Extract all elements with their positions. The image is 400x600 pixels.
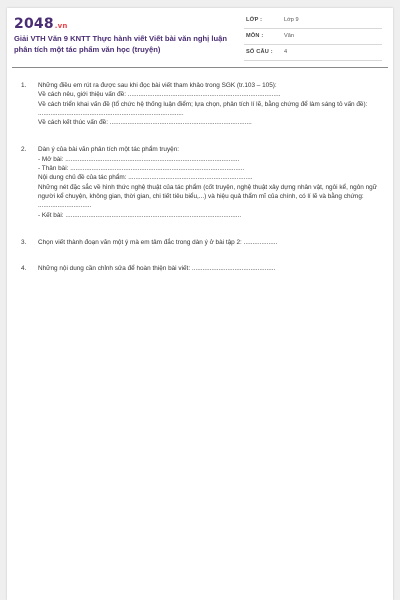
site-logo[interactable]	[14, 17, 68, 33]
question-number: 4.	[21, 265, 27, 273]
logo-suffix: .vn	[54, 22, 68, 30]
answer-line: Về cách kết thúc vấn đề: ................................................................................	[38, 119, 252, 127]
meta-key: MÔN :	[246, 33, 264, 39]
answer-line: Về cách nêu, giới thiệu vấn đề: ......................................................................................	[38, 91, 281, 99]
question-text: Chọn viết thành đoạn văn một ý mà em tâm đắc trong dàn ý ở bài tập 2: ...................	[38, 238, 278, 246]
question-4	[13, 264, 377, 273]
answer-line: Nội dung chủ đề của tác phẩm: ......................................................................	[38, 174, 253, 182]
answer-line: - Thân bài: ..................................................................................................	[38, 165, 245, 173]
logo-text: 2048	[14, 16, 54, 32]
question-text: Dàn ý của bài văn phân tích một tác phẩm truyện:	[38, 146, 180, 154]
answer-line: Những nét đặc sắc về hình thức nghệ thuật của tác phẩm (cốt truyện, nghệ thuật xây dựng nhân vật, ngôi kể, ngôn ngữ người kể chuyện, không gian, thời gian, chi tiết tiêu biểu,...) và hiệu quả thẩm mĩ của chính, có lí lẽ và bằng chứng: ..............................	[38, 183, 377, 210]
question-3	[13, 238, 377, 247]
question-number: 2.	[21, 146, 27, 154]
question-number: 1.	[21, 82, 27, 89]
worksheet-title: Giải VTH Văn 9 KNTT Thực hành viết Viết bài văn nghị luận phân tích một tác phẩm văn học (truyện)	[14, 34, 227, 54]
meta-key: LỚP :	[246, 17, 263, 23]
meta-key: SỐ CÂU :	[246, 49, 273, 55]
meta-row-subject	[244, 29, 382, 45]
question-number: 3.	[21, 238, 27, 246]
question-2	[13, 145, 377, 219]
meta-row-class	[244, 13, 382, 29]
meta-value: Lớp 9	[284, 17, 299, 23]
header-divider	[12, 67, 388, 68]
meta-value: Văn	[284, 33, 294, 39]
worksheet-meta	[244, 13, 382, 61]
answer-line: - Kết bài: ...................................................................................................	[38, 211, 242, 219]
meta-value: 4	[284, 49, 288, 55]
answer-line: Về cách triển khai vấn đề (tổ chức hệ thống luận điểm; lựa chọn, phân tích lí lẽ, bằng chứng để làm sáng tỏ vấn đề): ..................................................................................	[38, 100, 368, 117]
question-list	[13, 81, 377, 273]
question-1	[13, 81, 377, 127]
question-text: Những nội dung cần chỉnh sửa để hoàn thiện bài viết: ...............................................	[38, 265, 276, 273]
meta-row-question-count	[244, 45, 382, 61]
question-text: Những điều em rút ra được sau khi đọc bài viết tham khảo trong SGK (tr.103 – 105):	[38, 82, 277, 89]
answer-line: - Mở bài: ..................................................................................................	[38, 155, 240, 163]
